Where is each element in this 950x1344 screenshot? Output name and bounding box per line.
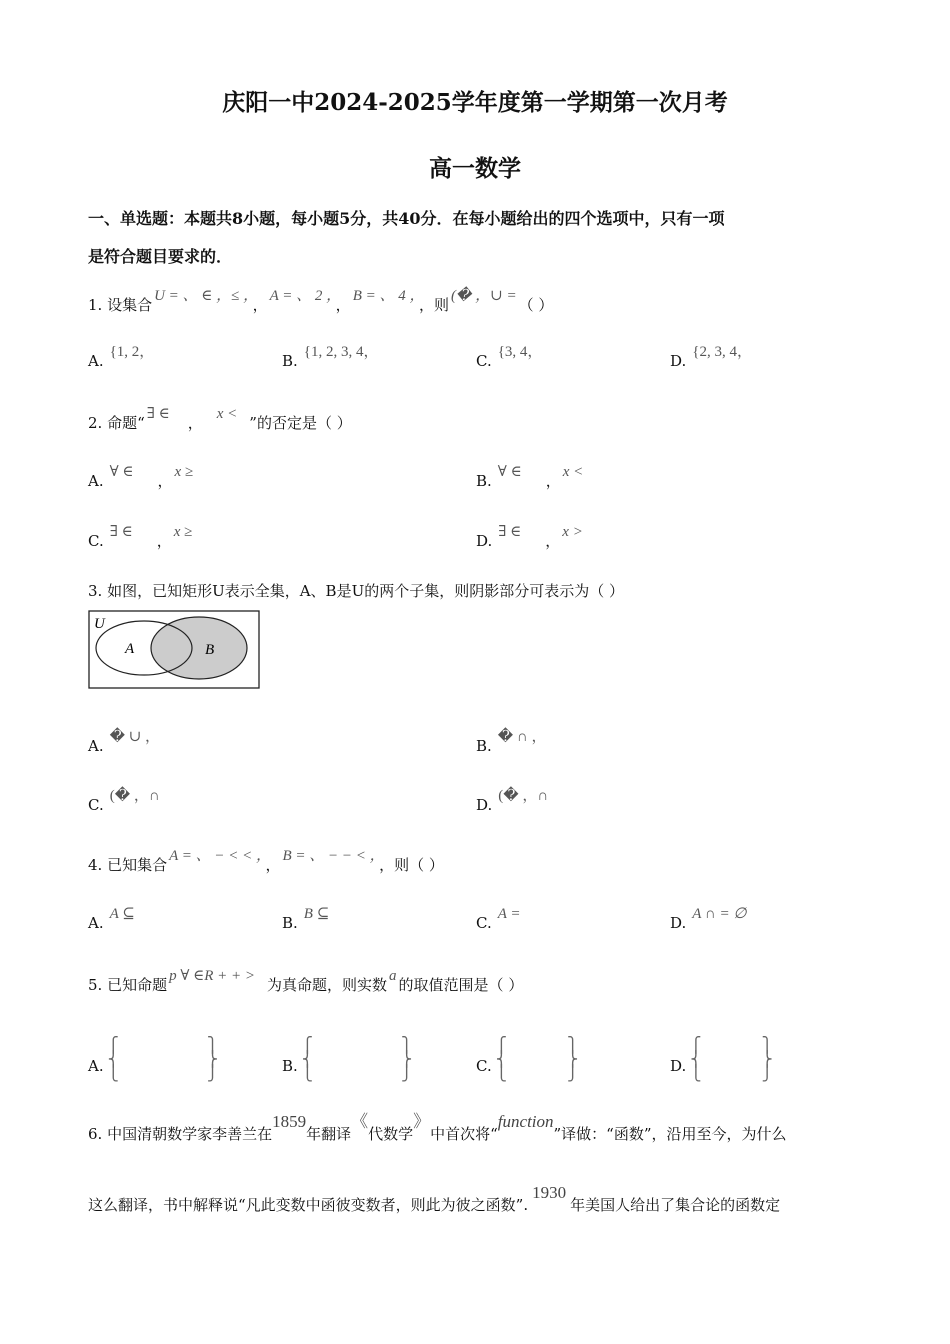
q5-option-d-left-brace: ⎧ ⎨ ⎩ [690, 1036, 702, 1082]
q2-option-c-quantifier: ∃ ∈ [109, 524, 133, 540]
q4-option-c-expr: A = [497, 906, 521, 922]
q3-option-b-label: B. [476, 737, 492, 755]
q1-prefix: 1. 设集合 [88, 296, 153, 314]
q5-option-d[interactable] [670, 1036, 773, 1088]
section-heading-line2: 是符合题目要求的． [88, 247, 233, 266]
q3-option-c-label: C. [88, 796, 104, 814]
q3-option-a[interactable] [88, 729, 162, 756]
q1-option-b-expr: {1, 2, 3, 4， [303, 344, 379, 360]
q4-option-d[interactable] [670, 906, 748, 933]
q5-option-a-left-brace: ⎧ ⎨ ⎩ [107, 1036, 119, 1082]
q2-option-d-quantifier: ∃ ∈ [498, 524, 522, 540]
section-heading-line1: 一、单选题：本题共8小题，每小题5分，共40分．在每小题给出的四个选项中，只有一项 [88, 209, 725, 228]
q2-inequality: x < [216, 406, 238, 422]
q2-option-a-sep: ， [157, 472, 173, 490]
q6-year-1930: 1930 [532, 1183, 567, 1202]
q4-tail: ，则（ ） [379, 856, 444, 874]
q3-option-c-expr: (� ，∩ [109, 788, 160, 804]
q2-option-d-sep: ， [545, 532, 561, 550]
q4-prefix: 4. 已知集合 [88, 856, 168, 874]
q6-book-open: 《 [351, 1112, 369, 1131]
q6-line1-tail: ”译做：“函数”，沿用至今，为什么 [553, 1125, 787, 1143]
q5-prefix: 5. 已知命题 [88, 976, 168, 994]
q4-option-a-label: A. [88, 914, 104, 932]
q4-comma: ， [265, 856, 281, 874]
q6-book-title: 代数学 [368, 1125, 414, 1143]
q5-option-c-label: C. [476, 1057, 492, 1075]
q2-option-c-sep: ， [156, 532, 172, 550]
q5-option-b[interactable] [282, 1036, 413, 1088]
venn-label-b: B [205, 642, 215, 658]
q1-set-b: B = 、 4 ， [352, 288, 417, 304]
q4-option-d-expr: A ∩ = ∅ [692, 906, 747, 922]
q5-option-c-left-brace: ⎧ ⎨ ⎩ [495, 1036, 507, 1082]
q2-quantifier: ∃ ∈ [146, 406, 170, 422]
q6-year-1859: 1859 [272, 1112, 307, 1131]
q6-book-close: 》 [413, 1112, 431, 1131]
q5-mid: 为真命题，则实数 [267, 976, 388, 994]
q1-answer-paren: （ ） [518, 296, 554, 314]
q2-prefix: 2. 命题“ [88, 414, 145, 432]
q4-option-b[interactable] [282, 906, 331, 933]
q1-option-a[interactable] [88, 344, 156, 371]
q5-proposition: p ∀ ∈R + + > [169, 968, 256, 984]
q2-option-d[interactable] [476, 524, 585, 551]
q1-comma-1: ， [252, 296, 268, 314]
q2-option-a-inequality: x ≥ [174, 464, 194, 480]
q2-option-a-quantifier: ∀ ∈ [109, 464, 134, 480]
q5-option-a[interactable] [88, 1036, 219, 1088]
q6-dot: . [523, 1196, 529, 1214]
q1-comma-2: ， [335, 296, 351, 314]
q4-option-c-label: C. [476, 914, 492, 932]
q2-option-b-label: B. [476, 472, 492, 490]
q5-option-a-right-brace: ⎫ ⎬ ⎭ [206, 1036, 219, 1082]
q5-option-c-right-brace: ⎫ ⎬ ⎭ [566, 1036, 579, 1082]
q4-option-a-expr: A ⊆ [109, 906, 135, 922]
q1-option-c[interactable] [476, 344, 544, 371]
venn-label-u: U [94, 616, 105, 632]
q6-translate: 年翻译 [306, 1125, 352, 1143]
q6-line2-tail: 年美国人给出了集合论的函数定 [570, 1196, 781, 1214]
q1-expression: (� ，∪ = [451, 288, 517, 304]
q2-option-d-label: D. [476, 532, 493, 550]
q5-option-b-right-brace: ⎫ ⎬ ⎭ [401, 1036, 413, 1082]
q2-option-c-inequality: x ≥ [173, 524, 193, 540]
question-5 [88, 968, 524, 995]
q4-option-b-expr: B ⊆ [303, 906, 330, 922]
q1-option-d[interactable] [670, 344, 754, 371]
question-4 [88, 848, 444, 875]
q2-option-c-label: C. [88, 532, 104, 550]
question-3: 3. 如图，已知矩形U表示全集，A、B是U的两个子集，则阴影部分可表示为（ ） [88, 582, 624, 600]
q2-option-b-quantifier: ∀ ∈ [497, 464, 522, 480]
q6-prefix: 6. 中国清朝数学家李善兰在 [88, 1125, 273, 1143]
q6-line2-prefix: 这么翻译，书中解释说“凡此变数中函彼变数者，则此为彼之函数” [88, 1196, 524, 1214]
q3-option-a-label: A. [88, 737, 104, 755]
q4-set-b: B = 、 − − < ， [282, 848, 378, 864]
venn-label-a: A [125, 641, 135, 657]
q3-option-c[interactable] [88, 788, 162, 815]
q1-option-a-expr: {1, 2， [109, 344, 155, 360]
q2-option-b-sep: ， [545, 472, 561, 490]
q3-option-a-expr: � ∪ ， [109, 729, 161, 745]
venn-diagram [88, 610, 260, 690]
q2-option-d-inequality: x > [562, 524, 583, 540]
q2-option-a[interactable] [88, 464, 195, 491]
q5-option-d-label: D. [670, 1057, 687, 1075]
q6-mid: 中首次将“ [430, 1125, 498, 1143]
q1-set-a: A = 、 2 ， [269, 288, 334, 304]
q3-option-d-expr: (� ，∩ [498, 788, 549, 804]
exam-title: 庆阳一中2024-2025学年度第一学期第一次月考 [222, 89, 728, 116]
q2-option-c[interactable] [88, 524, 194, 551]
q5-option-d-right-brace: ⎫ ⎬ ⎭ [761, 1036, 773, 1082]
q1-option-c-label: C. [476, 352, 492, 370]
q2-comma: ， [187, 414, 203, 432]
q5-variable: a [389, 968, 397, 984]
q1-tail: ，则 [418, 296, 449, 314]
q1-option-c-expr: {3, 4， [497, 344, 543, 360]
q5-tail: 的取值范围是（ ） [398, 976, 524, 994]
q5-option-b-left-brace: ⎧ ⎨ ⎩ [301, 1036, 314, 1082]
question-6-line-1 [88, 1112, 787, 1144]
venn-set-b [151, 617, 247, 679]
q3-option-b-expr: � ∩ ， [497, 729, 547, 745]
q5-option-c[interactable] [476, 1036, 579, 1088]
q4-option-d-label: D. [670, 914, 687, 932]
q4-option-a[interactable] [88, 906, 137, 933]
q3-option-d-label: D. [476, 796, 493, 814]
question-6-line-2 [88, 1183, 781, 1215]
q2-option-b-inequality: x < [562, 464, 584, 480]
q1-set-u: U = 、 ∈ ，≤ ， [154, 288, 251, 304]
q4-option-b-label: B. [282, 914, 298, 932]
question-2 [88, 406, 352, 433]
q1-option-d-label: D. [670, 352, 687, 370]
q4-set-a: A = 、 − < < ， [169, 848, 264, 864]
question-1 [88, 288, 554, 315]
q1-option-b[interactable] [282, 344, 381, 371]
q2-option-b[interactable] [476, 464, 585, 491]
q2-tail: ”的否定是（ ） [249, 414, 352, 432]
q2-option-a-label: A. [88, 472, 104, 490]
q1-option-b-label: B. [282, 352, 298, 370]
exam-subject: 高一数学 [429, 155, 521, 182]
q1-option-a-label: A. [88, 352, 104, 370]
q5-option-b-label: B. [282, 1057, 298, 1075]
q5-option-a-label: A. [88, 1057, 104, 1075]
q4-option-c[interactable] [476, 906, 522, 933]
q1-option-d-expr: {2, 3, 4， [692, 344, 752, 360]
q3-option-d[interactable] [476, 788, 550, 815]
q3-option-b[interactable] [476, 729, 549, 756]
q6-word-function: function [497, 1112, 554, 1131]
